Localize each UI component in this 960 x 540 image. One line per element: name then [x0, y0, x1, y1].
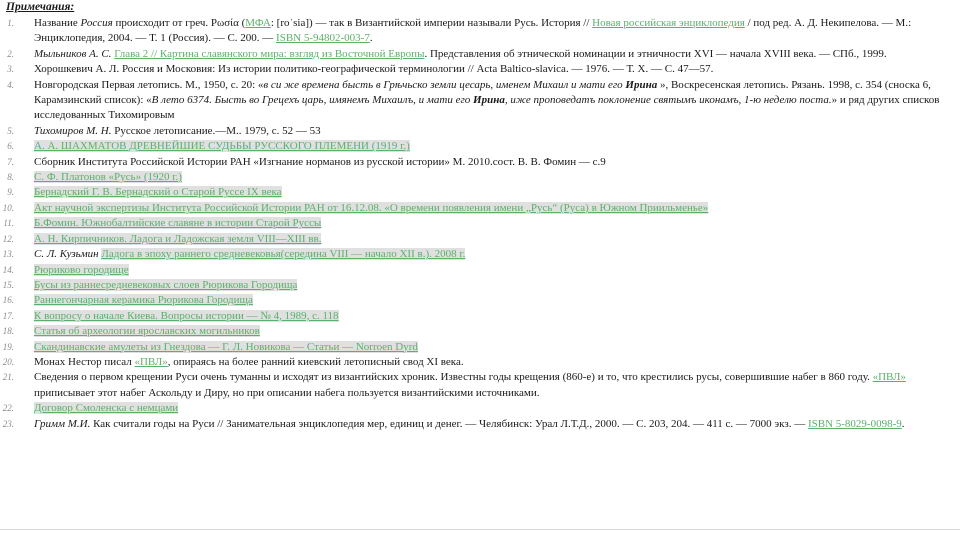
note-link[interactable]: Бусы из раннесредневековых слоев Рюрикова Городища — [34, 278, 298, 291]
note-item — [0, 155, 958, 170]
note-item — [0, 201, 958, 216]
note-item — [0, 47, 958, 62]
note-number: 23. — [2, 418, 14, 429]
note-item — [0, 170, 958, 185]
note-item — [0, 216, 958, 231]
note-text: : [roˈsia]) — так в Византийской империи называли Русь. История // — [270, 17, 593, 29]
note-number: 5. — [7, 125, 14, 136]
note-item — [0, 309, 958, 324]
note-text: Монах Нестор писал — [34, 355, 135, 368]
note-item — [0, 185, 958, 200]
note-link[interactable]: Б.Фомин. Южнобалтийские славяне в истории Старой Руссы — [34, 217, 322, 230]
note-item — [0, 370, 958, 401]
note-text: Название — [34, 17, 81, 29]
note-link[interactable]: ISBN 5-8029-0098-9 — [807, 417, 902, 430]
note-text: Ирина — [625, 78, 658, 91]
note-text: , иже проповедатъ поклонение святымъ иконамъ, 1-ю неделю поста. — [504, 94, 832, 107]
note-item — [0, 355, 958, 370]
note-number: 7. — [7, 156, 14, 167]
note-item — [0, 417, 958, 432]
note-link[interactable]: С. Ф. Платонов «Русь» (1920 г.) — [34, 171, 182, 184]
note-link[interactable]: Глава 2 // Картина славянского мира: взгляд из Восточной Европы — [114, 47, 425, 60]
note-text: . — [901, 417, 905, 430]
note-link[interactable]: Новая российская энциклопедия — [592, 17, 745, 29]
note-number: 8. — [7, 172, 14, 183]
note-text: Хорошкевич А. Л. Россия и Московия: Из истории политико-географической терминологии // Acta Baltico-slavica. — 1976. — Т. X. — С. 47—57. — [34, 63, 714, 76]
note-number: 6. — [7, 141, 14, 152]
note-number: 3. — [7, 64, 14, 75]
note-number: 22. — [2, 403, 14, 414]
note-number: 19. — [2, 341, 14, 352]
note-item — [0, 124, 958, 139]
note-number: 12. — [2, 233, 14, 244]
note-link[interactable]: МФА — [245, 17, 271, 29]
note-link[interactable]: Договор Смоленска с немцами — [34, 402, 179, 415]
note-link[interactable]: Рюриково городище — [34, 263, 129, 276]
note-link[interactable]: «ПВЛ» — [134, 355, 168, 368]
note-text: в си же времена бысть в Грѣчьско земли цесарь, именем Михаил и мати его — [263, 78, 626, 91]
note-item — [0, 278, 958, 293]
note-number: 9. — [7, 187, 14, 198]
note-link[interactable]: Скандинавские амулеты из Гнездова — Г. Л. Новикова — Статьи — Norroen Dyrd — [34, 340, 418, 353]
note-text: . Представления об этнической номинации и этничности XVI — начала XVIII века. — СПб., 1999. — [424, 47, 887, 60]
note-link[interactable]: Статья об археологии ярославских могильников — [34, 325, 260, 338]
note-text: С. Л. Кузьмин — [34, 248, 99, 261]
note-item — [0, 324, 958, 339]
note-text: Новгородская Первая летопись. М., 1950, с. 20: « — [34, 78, 264, 91]
note-link[interactable]: Ладога в эпоху раннего средневековья(середина VIII — начало XII в.). 2008 г. — [101, 248, 466, 261]
note-number: 11. — [3, 218, 14, 229]
note-text: В лето 6374. Бысть во Грецехъ царь, имянемъ Михаилъ, и мати его — [151, 94, 474, 107]
page-title: Примечания: — [6, 1, 75, 13]
note-text: », Воскресенская летопись. Рязань. 1998, с. 354 (сноска 6, Карамзинский список): « — [34, 78, 931, 107]
note-item — [0, 401, 958, 416]
note-number: 16. — [2, 295, 14, 306]
note-item — [0, 232, 958, 247]
note-link[interactable]: К вопросу о начале Киева. Вопросы истории — № 4, 1989, с. 118 — [34, 309, 339, 322]
note-link[interactable]: Бернадский Г. В. Бернадский о Старой Руссе IX века — [34, 186, 282, 199]
note-item — [0, 293, 958, 308]
note-item — [0, 247, 958, 262]
notes-list — [0, 16, 958, 432]
note-text: Мыльников А. С. — [34, 47, 112, 60]
note-number: 10. — [2, 202, 14, 213]
note-number: 4. — [7, 79, 14, 90]
note-text: происходит от греч. Ρωσία ( — [112, 17, 246, 29]
note-link[interactable]: Акт научной экспертизы Института Российской Истории РАН от 16.12.08. «О времени появления имени „Русь“ (Руса) в Южном Приильменье» — [34, 201, 709, 214]
note-link[interactable]: А. А. ШАХМАТОВ ДРЕВНЕЙШИЕ СУДЬБЫ РУССКОГО ПЛЕМЕНИ (1919 г.) — [34, 140, 410, 153]
note-text: Ирина — [473, 94, 505, 107]
note-item — [0, 16, 958, 47]
note-item — [0, 139, 958, 154]
note-text: » и ряд других списков исследованных Тихомировым — [34, 94, 940, 122]
note-number: 15. — [2, 279, 14, 290]
note-text: Сведения о первом крещении Руси очень туманны и исходят из византийских хроник. Известны годы крещения (860-е) и то, что крестились русы, совершившие набег в 860 году. — [34, 371, 873, 384]
note-item — [0, 62, 958, 77]
note-number: 20. — [2, 356, 14, 367]
note-number: 21. — [2, 372, 14, 383]
note-text: Сборник Института Российской Истории РАН «Изгнание норманов из русской истории» М. 2010.сост. В. В. Фомин — с.9 — [34, 155, 606, 168]
note-text: Россия — [80, 17, 113, 29]
note-number: 17. — [2, 310, 14, 321]
note-text: Русское летописание.—М.. 1979, с. 52 — 53 — [111, 124, 321, 137]
note-item — [0, 340, 958, 355]
note-link[interactable]: Раннегончарная керамика Рюрикова Городища — [34, 294, 253, 307]
bottom-divider — [0, 529, 960, 530]
note-text: , опираясь на более ранний киевский летописный свод XI века. — [167, 355, 464, 368]
note-link[interactable]: А. Н. Кирпичников. Ладога и Ладожская земля VIII—XIII вв. — [34, 232, 322, 245]
note-number: 14. — [2, 264, 14, 275]
note-number: 2. — [7, 48, 14, 59]
note-link[interactable]: ISBN 5-94802-003-7 — [276, 32, 370, 45]
note-text: . — [369, 32, 373, 45]
note-item — [0, 78, 958, 124]
note-text: Гримм М.И. — [34, 417, 91, 430]
note-item — [0, 263, 958, 278]
note-link[interactable]: «ПВЛ» — [872, 371, 906, 384]
note-text: Как считали годы на Руси // Занимательная энциклопедия мер, единиц и денег. — Челябинск: Урал Л.Т.Д., 2000. — С. 203, 204. — 411 с. — 7000 экз. — — [90, 417, 808, 430]
note-number: 1. — [7, 18, 14, 28]
note-number: 13. — [2, 249, 14, 260]
note-text: приписывает этот набег Аскольду и Диру, но при описании набега пользуется византийскими источниками. — [34, 386, 540, 399]
note-number: 18. — [2, 326, 14, 337]
note-text: Тихомиров М. Н. — [34, 124, 112, 137]
note-text: / под ред. А. Д. Некипелова. — М.: Энциклопедия, 2004. — Т. 1 (Россия). — С. 200. — — [34, 17, 912, 45]
